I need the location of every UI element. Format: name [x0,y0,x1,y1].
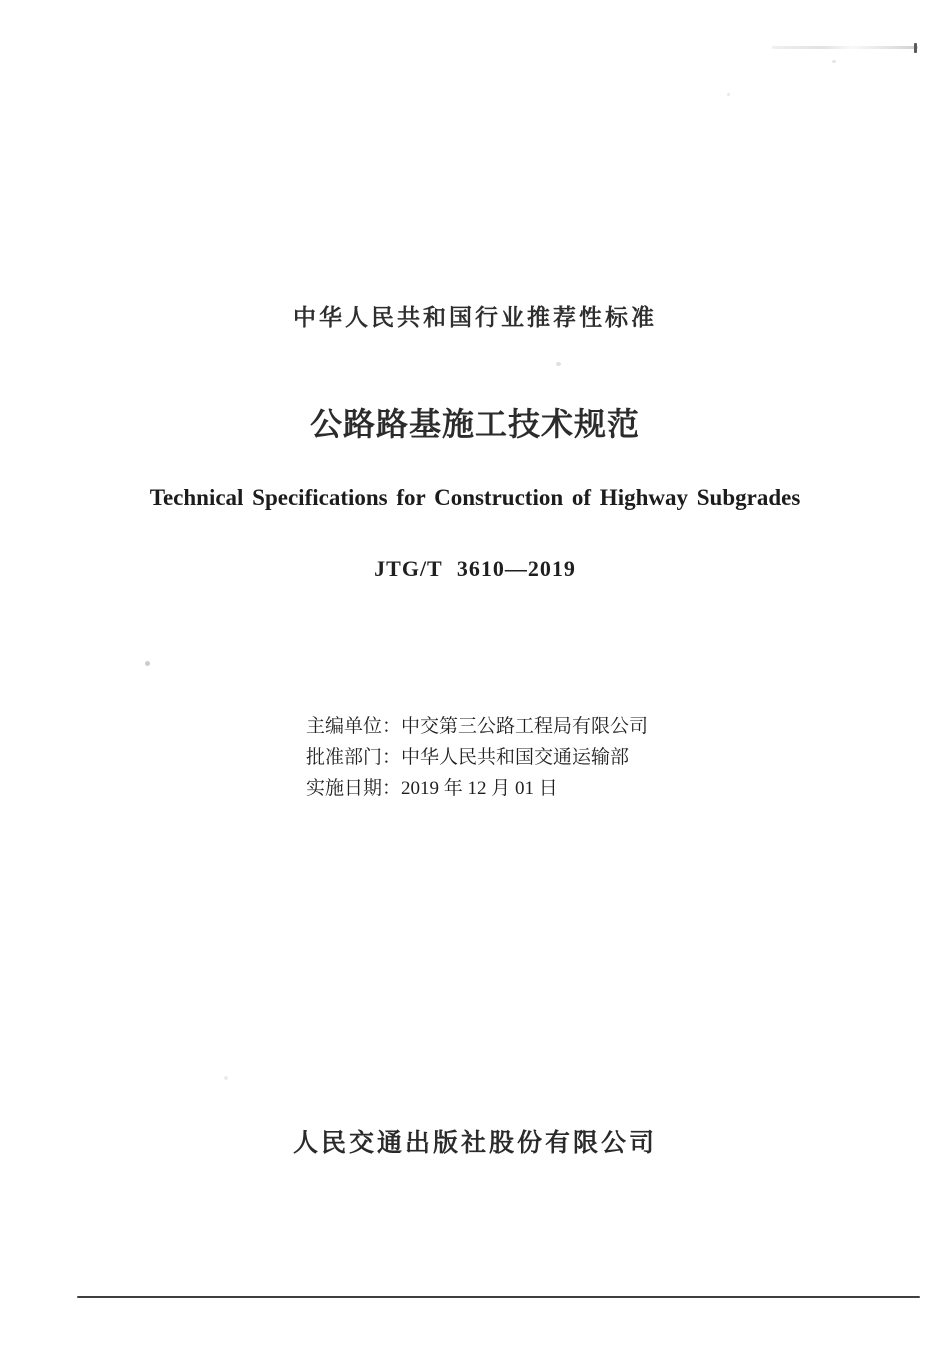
info-value: 中华人民共和国交通运输部 [401,747,630,768]
scan-page-edge-line [77,1296,920,1298]
document-title-chinese: 公路路基施工技术规范 [309,406,640,442]
scan-speck [556,362,561,366]
info-line-implementation-date [306,773,648,804]
scan-speck [145,661,150,666]
scan-speck [832,60,836,63]
scan-artifact-tick [914,43,917,53]
scan-speck [224,1076,228,1080]
standard-type-heading: 中华人民共和国行业推荐性标准 [293,304,657,330]
info-value: 2019 年 12 月 01 日 [401,778,558,799]
info-label: 实施日期： [306,778,402,799]
info-value: 中交第三公路工程局有限公司 [401,716,649,737]
scan-artifact-smudge [772,46,918,49]
scan-speck [727,93,730,96]
publication-info-block [306,711,648,804]
publisher-name: 人民交通出版社股份有限公司 [292,1130,657,1157]
info-line-approving-department [306,742,648,773]
info-label: 主编单位： [306,716,402,737]
document-title-english: Technical Specifications for Construction of Highway Subgrades [149,485,801,510]
info-label: 批准部门： [306,747,402,768]
info-line-chief-editing-unit [306,711,648,742]
standard-code: JTG/T 3610—2019 [374,556,576,581]
